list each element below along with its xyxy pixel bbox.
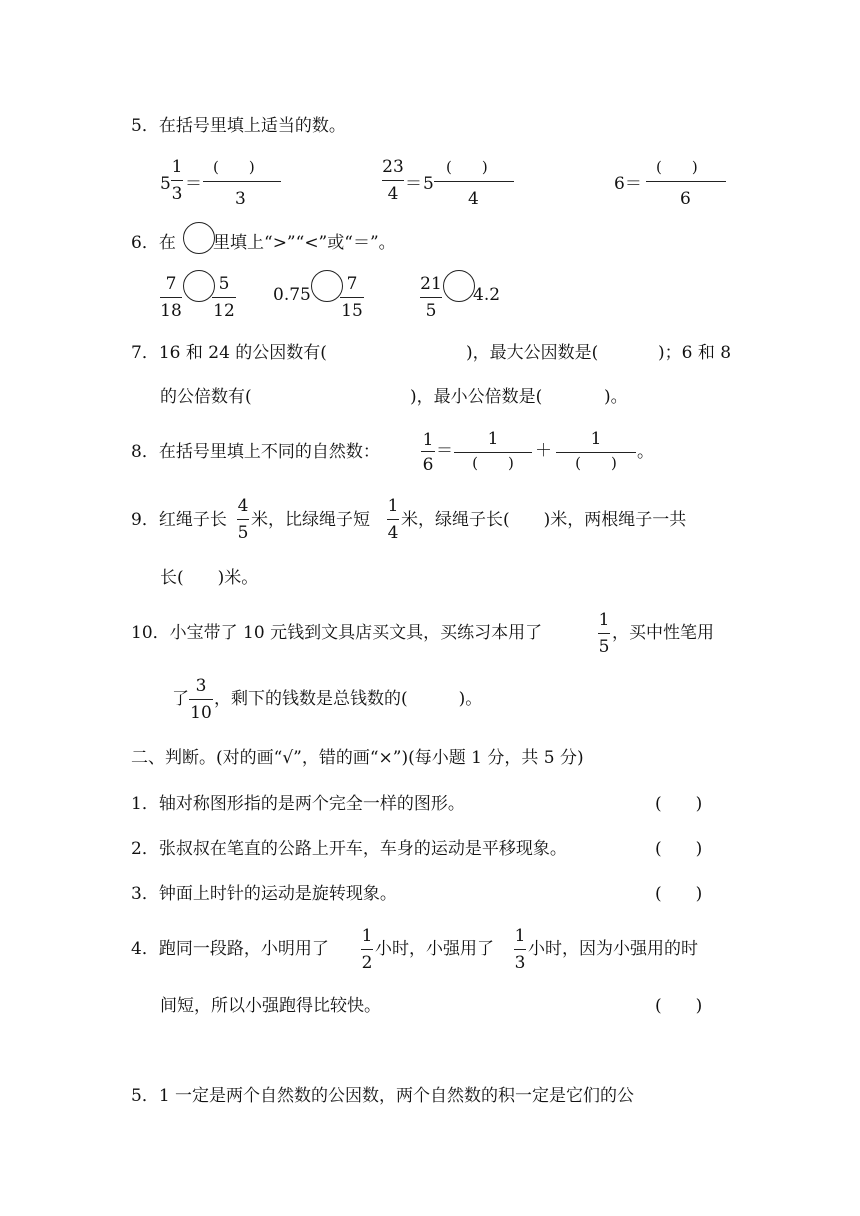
denominator: 18 bbox=[160, 301, 182, 321]
fraction-bar bbox=[189, 699, 213, 700]
judge-item-4-fraction-2 bbox=[513, 928, 527, 972]
q6-c2-right-fraction bbox=[340, 276, 364, 320]
q7-line1-a: 7．16 和 24 的公因数有( bbox=[131, 343, 327, 363]
blank-parenthesis: ( ) bbox=[472, 454, 514, 472]
judge-item-1: 1．轴对称图形指的是两个完全一样的图形。 bbox=[131, 794, 465, 814]
judge-item-3: 3．钟面上时针的运动是旋转现象。 bbox=[131, 884, 397, 904]
fraction-bar bbox=[382, 180, 404, 181]
fraction-bar bbox=[646, 181, 726, 182]
numerator: 21 bbox=[420, 274, 442, 294]
denominator: 4 bbox=[387, 184, 399, 204]
q6-pre: 6．在 bbox=[131, 233, 176, 253]
numerator: 7 bbox=[346, 274, 358, 294]
equals-sign: ＝ bbox=[185, 174, 202, 194]
numerator: 1 bbox=[598, 610, 610, 630]
fraction-bar bbox=[556, 452, 636, 453]
plus-sign: ＋ bbox=[535, 441, 552, 461]
denominator: 3 bbox=[235, 189, 246, 209]
numerator: 1 bbox=[387, 496, 399, 516]
judge-item-4-a: 4．跑同一段路，小明用了 bbox=[131, 939, 329, 959]
denominator: 6 bbox=[422, 455, 434, 475]
answer-parenthesis[interactable]: ( ) bbox=[655, 794, 703, 814]
q6-c3-left-fraction bbox=[420, 276, 442, 320]
denominator: 3 bbox=[171, 184, 183, 204]
denominator: 4 bbox=[387, 523, 399, 543]
q8-left-fraction bbox=[421, 432, 435, 474]
q5-title: 5．在括号里填上适当的数。 bbox=[131, 116, 346, 136]
judge-item-4-fraction-1 bbox=[360, 928, 374, 972]
q10-d: ，剩下的钱数是总钱数的( )。 bbox=[214, 689, 483, 709]
answer-parenthesis[interactable]: ( ) bbox=[655, 884, 703, 904]
judge-item-4-b: 小时，小强用了 bbox=[375, 939, 494, 959]
q8-end: 。 bbox=[637, 442, 654, 462]
q5-eq2-fraction bbox=[382, 159, 404, 203]
fraction-bar bbox=[160, 297, 182, 298]
q9-fraction-2 bbox=[386, 498, 400, 542]
fraction-bar bbox=[212, 297, 236, 298]
fraction-bar bbox=[420, 297, 442, 298]
q9-fraction-1 bbox=[236, 498, 250, 542]
section2-title: 二、判断。(对的画“√”，错的画“×”)(每小题 1 分，共 5 分) bbox=[131, 748, 584, 768]
numerator: 1 bbox=[361, 926, 373, 946]
answer-parenthesis[interactable]: ( ) bbox=[655, 996, 703, 1016]
numerator: 4 bbox=[237, 496, 249, 516]
q10-a: 10．小宝带了 10 元钱到文具店买文具，买练习本用了 bbox=[131, 623, 543, 643]
numerator: 1 bbox=[514, 926, 526, 946]
blank-parenthesis: ( ) bbox=[446, 158, 488, 176]
q8-text: 8．在括号里填上不同的自然数： bbox=[131, 442, 380, 462]
equals-sign: ＝ bbox=[436, 441, 453, 461]
fraction-bar bbox=[598, 633, 610, 634]
q7-line1-b: )，最大公因数是( bbox=[466, 343, 599, 363]
fraction-bar bbox=[361, 949, 373, 950]
fraction-bar bbox=[171, 180, 183, 181]
fraction-bar bbox=[421, 451, 435, 452]
q9-a: 9．红绳子长 bbox=[131, 510, 227, 530]
q8-fraction-1 bbox=[454, 431, 532, 471]
fraction-bar bbox=[237, 519, 249, 520]
q6-c2-left: 0.75 bbox=[273, 285, 311, 305]
fraction-bar bbox=[434, 181, 514, 182]
numerator: 1 bbox=[422, 430, 434, 450]
q7-line2-b: )，最小公倍数是( bbox=[410, 387, 543, 407]
equals-sign: ＝ bbox=[405, 174, 422, 194]
denominator: 4 bbox=[468, 189, 479, 209]
q5-eq3-left: 6＝ bbox=[614, 174, 642, 194]
compare-circle-icon[interactable] bbox=[311, 270, 343, 302]
numerator: 23 bbox=[382, 157, 404, 177]
denominator: 15 bbox=[341, 301, 363, 321]
q6-c1-right-fraction bbox=[212, 276, 236, 320]
fraction-bar bbox=[454, 452, 532, 453]
fraction-bar bbox=[340, 297, 364, 298]
q8-fraction-2 bbox=[556, 431, 636, 471]
compare-circle-icon[interactable] bbox=[183, 270, 215, 302]
denominator: 10 bbox=[190, 703, 212, 723]
numerator: 1 bbox=[590, 429, 602, 449]
blank-parenthesis: ( ) bbox=[213, 158, 255, 176]
judge-item-4-line2: 间短，所以小强跑得比较快。 bbox=[160, 996, 381, 1016]
blank-parenthesis: ( ) bbox=[575, 454, 617, 472]
judge-item-2: 2．张叔叔在笔直的公路上开车，车身的运动是平移现象。 bbox=[131, 839, 567, 859]
q7-line2-c: )。 bbox=[604, 387, 628, 407]
q10-fraction-1 bbox=[597, 612, 611, 656]
compare-circle-icon bbox=[183, 222, 215, 254]
denominator: 5 bbox=[425, 301, 437, 321]
judge-item-4-c: 小时，因为小强用的时 bbox=[528, 939, 698, 959]
q10-b: ，买中性笔用 bbox=[612, 623, 714, 643]
denominator: 5 bbox=[598, 637, 610, 657]
denominator: 3 bbox=[514, 953, 526, 973]
q5-eq2-whole: 5 bbox=[423, 174, 434, 194]
fraction-bar bbox=[203, 181, 281, 182]
q7-line2-a: 的公倍数有( bbox=[160, 387, 252, 407]
blank-parenthesis: ( ) bbox=[656, 158, 698, 176]
q9-b: 米，比绿绳子短 bbox=[251, 510, 370, 530]
q5-eq1-fraction bbox=[170, 159, 184, 203]
q5-eq1-whole: 5 bbox=[160, 174, 171, 194]
numerator: 1 bbox=[487, 429, 499, 449]
numerator: 3 bbox=[195, 676, 207, 696]
q6-post: 里填上“>”“<”或“＝”。 bbox=[213, 233, 396, 253]
q10-fraction-2 bbox=[189, 678, 213, 722]
q6-c1-left-fraction bbox=[160, 276, 182, 320]
compare-circle-icon[interactable] bbox=[443, 270, 475, 302]
q9-c: 米，绿绳子长( )米，两根绳子一共 bbox=[401, 510, 687, 530]
denominator: 2 bbox=[361, 953, 373, 973]
judge-item-5: 5．1 一定是两个自然数的公因数，两个自然数的积一定是它们的公 bbox=[131, 1086, 635, 1106]
q9-line2: 长( )米。 bbox=[160, 568, 259, 588]
q10-c: 了 bbox=[172, 689, 189, 709]
fraction-bar bbox=[387, 519, 399, 520]
denominator: 5 bbox=[237, 523, 249, 543]
q6-c3-right: 4.2 bbox=[473, 285, 501, 305]
numerator: 5 bbox=[218, 274, 230, 294]
numerator: 1 bbox=[171, 157, 183, 177]
answer-parenthesis[interactable]: ( ) bbox=[655, 839, 703, 859]
fraction-bar bbox=[514, 949, 526, 950]
denominator: 6 bbox=[680, 189, 691, 209]
numerator: 7 bbox=[165, 274, 177, 294]
q7-line1-c: )；6 和 8 bbox=[658, 343, 732, 363]
denominator: 12 bbox=[213, 301, 235, 321]
